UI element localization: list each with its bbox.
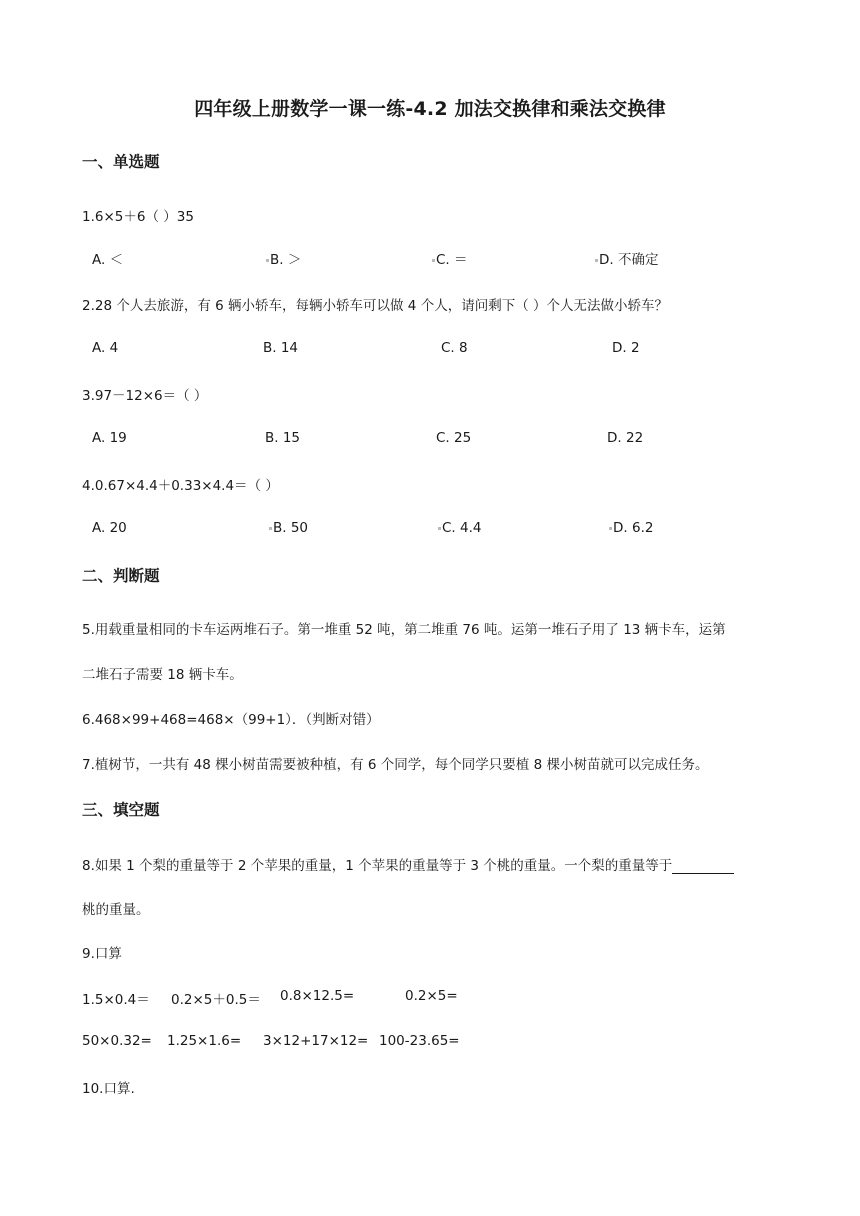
mental-math-item: 0.2×5= [405, 988, 458, 1004]
question-3-option-c: C. 25 [436, 430, 472, 446]
section-heading-true-false: 二、判断题 [82, 567, 160, 585]
question-6: 6.468×99+468=468×（99+1）．（判断对错） [82, 712, 380, 728]
question-3-option-d: D. 22 [607, 430, 644, 446]
mental-math-item: 3×12+17×12= [263, 1033, 369, 1049]
mental-math-item: 0.2×5＋0.5＝ [171, 992, 261, 1008]
question-4-option-d: D. 6.2 [609, 520, 653, 536]
question-4-option-c: C. 4.4 [438, 520, 481, 536]
question-4-option-a: A. 20 [92, 520, 127, 536]
question-1-stem: 1.6×5＋6（ ）35 [82, 209, 194, 225]
question-4-option-b: B. 50 [269, 520, 308, 536]
question-10-stem: 10.口算. [82, 1081, 135, 1097]
question-8-line-1: 8.如果 1 个梨的重量等于 2 个苹果的重量，1 个苹果的重量等于 3 个桃的重量。一个梨的重量等于 [82, 854, 734, 874]
option-marker-icon [595, 259, 598, 262]
option-marker-icon [266, 259, 269, 262]
question-2-option-c: C. 8 [441, 340, 468, 356]
question-2-option-a: A. 4 [92, 340, 119, 356]
mental-math-item: 0.8×12.5= [280, 988, 355, 1004]
answer-blank[interactable] [672, 859, 734, 874]
mental-math-item: 50×0.32= [82, 1033, 152, 1049]
question-1-option-a: A. ＜ [92, 252, 124, 268]
page-title: 四年级上册数学一课一练-4.2 加法交换律和乘法交换律 [194, 98, 666, 120]
question-1-option-d: D. 不确定 [595, 248, 658, 268]
option-marker-icon [609, 527, 612, 530]
question-8-line-2: 桃的重量。 [82, 902, 150, 918]
option-marker-icon [432, 259, 435, 262]
question-1-option-b: B. ＞ [266, 248, 301, 268]
option-marker-icon [269, 527, 272, 530]
question-7: 7.植树节，一共有 48 棵小树苗需要被种植，有 6 个同学，每个同学只要植 8 棵小树苗就可以完成任务。 [82, 757, 709, 773]
question-5-line-2: 二堆石子需要 18 辆卡车。 [82, 667, 243, 683]
section-heading-fill-in: 三、填空题 [82, 801, 160, 819]
question-3-option-b: B. 15 [265, 430, 301, 446]
option-marker-icon [438, 527, 441, 530]
question-4-stem: 4.0.67×4.4＋0.33×4.4＝（ ） [82, 478, 279, 494]
mental-math-item: 1.25×1.6= [167, 1033, 242, 1049]
question-5-line-1: 5.用载重量相同的卡车运两堆石子。第一堆重 52 吨，第二堆重 76 吨。运第一堆石子用了 13 辆卡车，运第 [82, 622, 726, 638]
question-2-stem: 2.28 个人去旅游，有 6 辆小轿车，每辆小轿车可以做 4 个人，请问剩下（ ）个人无法做小轿车？ [82, 298, 668, 314]
question-3-stem: 3.97－12×6＝（ ） [82, 388, 208, 404]
question-1-option-c: C. ＝ [432, 248, 468, 268]
section-heading-single-choice: 一、单选题 [82, 153, 160, 171]
mental-math-item: 1.5×0.4＝ [82, 992, 150, 1008]
question-2-option-d: D. 2 [612, 340, 640, 356]
mental-math-item: 100-23.65= [379, 1033, 460, 1049]
question-3-option-a: A. 19 [92, 430, 127, 446]
question-9-stem: 9.口算 [82, 946, 122, 962]
question-2-option-b: B. 14 [263, 340, 299, 356]
